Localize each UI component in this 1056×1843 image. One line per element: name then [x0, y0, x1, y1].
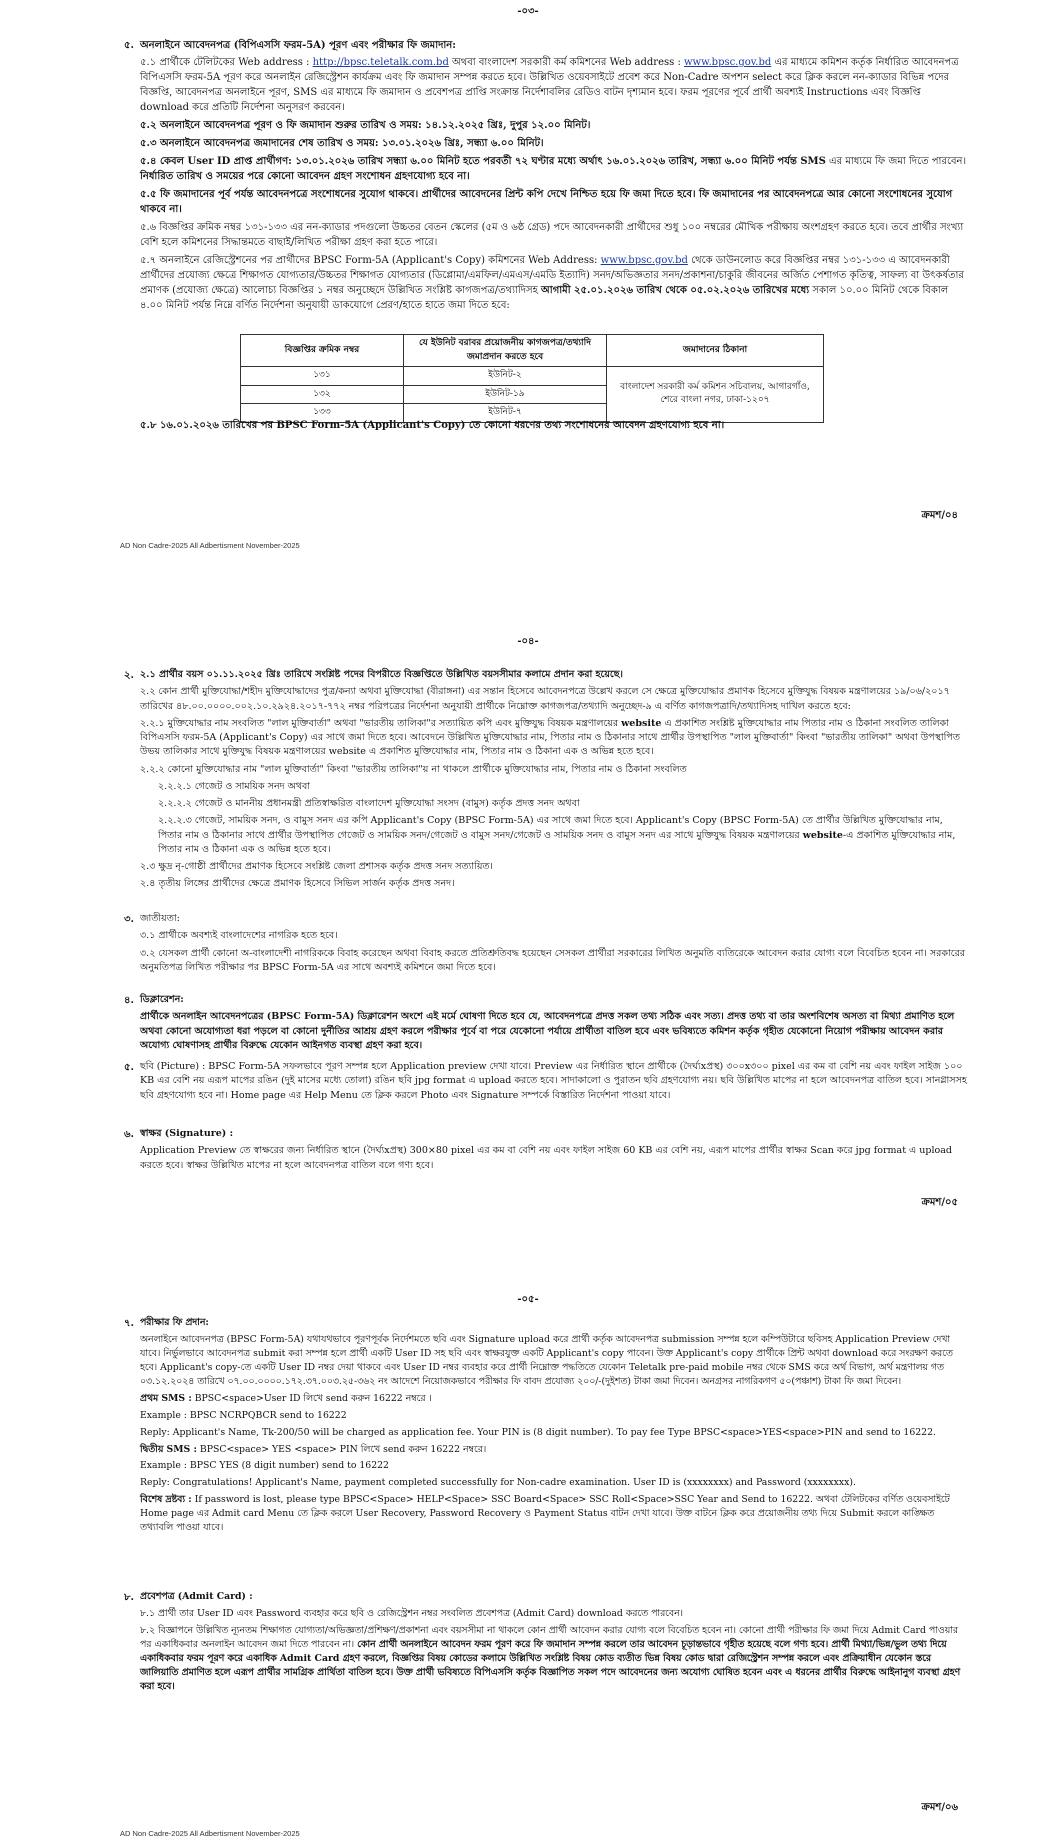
item-5-heading: অনলাইনে আবেদনপত্র (বিপিএসসি ফরম-5A) পূরণ এবং পরীক্ষার ফি জমাদান:	[140, 40, 456, 51]
sms-1-text: BPSC<space>User ID লিখে send করুন 16222 নম্বরে ।	[191, 1392, 432, 1404]
continued-label-05: ক্রমশ/০৫	[921, 1197, 958, 1208]
para-3-1: ৩.১ প্রার্থীকে অবশ্যই বাংলাদেশের নাগরিক হতে হবে।	[140, 930, 338, 942]
sms-2-example: Example : BPSC YES (8 digit number) send to 16222	[140, 1460, 389, 1472]
para-2-2-1-a: ২.২.১ মুক্তিযোদ্ধার নাম সংবলিত "লাল মুক্তিবার্তা" অথবা "ভারতীয় তালিকা"র সত্যায়িত কপি এবং মুক্তিযুদ্ধ বিষয়ক মন্ত্রণালয়ের	[140, 717, 622, 729]
para-5-4-b: এর মাধ্যমে ফি জমা দিতে পারবেন।	[825, 156, 967, 167]
table-cell-unit: ইউনিট-৭	[404, 404, 607, 423]
para-5-7	[140, 253, 970, 313]
sms-2-label: দ্বিতীয় SMS :	[140, 1443, 197, 1455]
section-6-body	[140, 1127, 970, 1176]
page-number-3: -০৩-	[517, 6, 539, 17]
section-2-body	[140, 668, 970, 895]
para-5-1-b: অথবা বাংলাদেশ সরকারী কর্ম কমিশনের Web address :	[448, 57, 684, 68]
item-6-number: ৬.	[124, 1129, 134, 1140]
item-6-title: স্বাক্ষর (Signature) :	[140, 1128, 234, 1139]
para-5-7-c: আগামী ২৫.০১.২০২৬ তারিখ থেকে ০৫.০২.২০২৬ তারিখের মধ্যে	[541, 285, 810, 296]
item-3-number: ৩.	[124, 914, 134, 925]
para-5-4	[140, 154, 970, 184]
section-7-body	[140, 1316, 970, 1538]
para-2-2-2-2: ২.২.২.২ গেজেট ও মাননীয় প্রধানমন্ত্রী প্রতিস্বাক্ষরিত বাংলাদেশ মুক্তিযোদ্ধা সংসদ (বামুস) কর্তৃক প্রদত্ত সনদ অথবা	[158, 798, 580, 809]
para-2-2-1	[140, 717, 970, 760]
para-2-2-1-website: website	[621, 717, 662, 729]
para-8-2-a: ৮.২ বিজ্ঞাপনে উল্লিখিত ন্যূনতম শিক্ষাগত যোগ্যতা/অভিজ্ঞতা/প্রশিক্ষণ/প্রকাশনা এবং বয়সসীমা না থাকলে কোন প্রার্থী আবেদন করার যোগ্য বলে বিবেচিত হবেন না। কোনো প্রার্থী পরীক্ষার ফি জমা দিয়ে Admit Card পাওয়ার পর একাধিকবার অনলাইন আবেদন জমা দিতে পারবেন না।	[140, 1624, 959, 1650]
continued-label-04: ক্রমশ/০৪	[921, 510, 958, 521]
special-note-label: বিশেষ দ্রষ্টব্য :	[140, 1494, 192, 1506]
table-header-address: জমাদানের ঠিকানা	[607, 335, 824, 367]
item-7-title: পরীক্ষার ফি প্রদান:	[140, 1317, 209, 1328]
para-2-2-2: ২.২.২ কোনো মুক্তিযোদ্ধার নাম "লাল মুক্তিবার্তা" কিংবা "ভারতীয় তালিকা"য় না থাকলে প্রার্থীকে মুক্তিযোদ্ধার নাম, পিতার নাম ও ঠিকানা সংবলিত	[140, 763, 687, 775]
para-8-2	[140, 1624, 970, 1694]
para-4-body: প্রার্থীকে অনলাইন আবেদনপত্রের (BPSC Form-5A) ডিক্লারেশন অংশে এই মর্মে ঘোষণা দিতে হবে যে, আবেদনপত্রে প্রদত্ত সকল তথ্য সঠিক এবং সত্য। প্রদত্ত তথ্য বা তার অংশবিশেষ অসত্য বা মিথ্যা প্রমাণিত হলে অথবা কোনো অযোগ্যতা ধরা পড়লে বা কোনো দুর্নীতির আশ্রয় গ্রহণ করলে পরীক্ষার পূর্বে বা পরে যেকোনো পর্যায়ে প্রার্থীতা বাতিল হবে এবং ভবিষ্যতে কমিশন কর্তৃক গৃহীত যেকোনো নিয়োগ পরীক্ষায় আবেদন করার অযোগ্য ঘোষণাসহ প্রার্থীর বিরুদ্ধে যেকোন আইনগত ব্যবস্থা গ্রহণ করা হবে।	[140, 1011, 955, 1051]
footer-page-3: AD Non Cadre-2025 All Adbertisment November-2025	[120, 541, 300, 550]
sms-2-reply: Reply: Congratulations! Applicant's Name, payment completed successfully for Non-cadre examination. User ID is (xxxxxxxx) and Password (xxxxxxxx).	[140, 1477, 856, 1489]
para-picture: ছবি (Picture) : BPSC Form-5A সফলভাবে পূরণ সম্পন্ন হলে Application preview দেখা যাবে। Preview এর নির্ধারিত স্থানে প্রার্থীকে (দৈর্ঘ্যxপ্রস্থ) ৩০০x৩০০ pixel এর কম বা বেশি নয় এবং ফাইল সাইজ ১০০ KB এর বেশি নয় এরূপ মাপের রঙিন (দুই মাসের মধ্যে তোলা) রঙিন ছবি jpg format এ upload করতে হবে। সাদাকালো ও পুরাতন ছবি গ্রহণযোগ্য নয়। ছবি উল্লিখিত মাপের না হলে আবেদনপত্র বাতিল হবে। সানগ্লাসসহ ছবি গ্রহণযোগ্য হবে না। Home page এর Help Menu তে ক্লিক করলে Photo এবং Signature সম্পর্কে বিস্তারিত নির্দেশনা পাওয়া যাবে।	[140, 1061, 967, 1101]
para-5-8: ৫.৮ ১৬.০১.২০২৬ তারিখের পর BPSC Form-5A (Applicant's Copy) তে কোনো ধরণের তথ্য সংশোধনের আবেদন গ্রহণযোগ্য হবে না।	[140, 420, 725, 431]
submission-table	[240, 334, 824, 423]
sms-2-text: BPSC<space> YES <space> PIN লিখে send করুন 16222 নম্বরে।	[196, 1443, 487, 1455]
table-cell-serial: ১৩২	[241, 385, 404, 404]
para-2-3: ২.৩ ক্ষুদ্র নৃ-গোষ্ঠী প্রার্থীদের প্রমাণক হিসেবে সংশ্লিষ্ট জেলা প্রশাসক কর্তৃক প্রদত্ত সনদ সত্যায়িত।	[140, 861, 493, 872]
para-5-2: ৫.২ অনলাইনে আবেদনপত্র পূরণ ও ফি জমাদান শুরুর তারিখ ও সময়: ১৪.১২.২০২৫ খ্রিঃ, দুপুর ১২.০০ মিনিট।	[140, 120, 591, 131]
para-2-2-2-3-website: website	[802, 829, 843, 841]
para-2-2-2-3-a: ২.২.২.৩ গেজেট, সাময়িক সনদ, ও বামুস সনদ এর কপি Applicant's Copy (BPSC Form-5A) এর সাথে জমা দিতে হবে। Applicant's Copy (BPSC Form-5A) তে প্রার্থীর উল্লিখিত মুক্তিযোদ্ধার নাম, পিতার নাম ও ঠিকানার সাথে প্রার্থীর উপস্থাপিত গেজেট ও সাময়িক সনদ/গেজেট ও বামুস সনদ/গেজেট ও সাময়িক সনদ ও বামুস সনদ এর সাথে মুক্তিযুদ্ধ বিষয়ক মন্ত্রণালয়ের	[158, 815, 943, 841]
para-5-1-a: ৫.১ প্রার্থীকে টেলিটকের Web address :	[140, 57, 313, 68]
para-5-4-a: ৫.৪ কেবল User ID প্রাপ্ত প্রার্থীগণ: ১৩.০১.২০২৬ তারিখ সন্ধ্যা ৬.০০ মিনিট হতে পরবর্তী ৭২ ঘণ্টার মধ্যে অর্থাৎ ১৬.০১.২০২৬ তারিখ, সন্ধ্যা ৬.০০ মিনিট পর্যন্ত SMS	[140, 156, 826, 167]
para-2-2-2-1: ২.২.২.১ গেজেট ও সাময়িক সনদ অথবা	[158, 780, 311, 792]
table-cell-serial: ১৩১	[241, 367, 404, 386]
sms-2	[140, 1443, 970, 1457]
para-5-7-a: ৫.৭ অনলাইনে রেজিস্ট্রেশনের পর প্রার্থীদের BPSC Form-5A (Applicant's Copy) কমিশনের Web Address:	[140, 255, 601, 266]
page-number-5: -০৫-	[517, 1294, 539, 1305]
table-row	[241, 367, 824, 386]
page-number-4: -০৪-	[517, 636, 539, 647]
para-8-2-b: কোন প্রার্থী অনলাইনে আবেদন ফরম পূরণ করে ফি জমাদান সম্পন্ন করলে তার আবেদন চূড়ান্তভাবে গৃহীত হয়েছে বলে গণ্য হবে। প্রার্থী মিথ্যা/ভিন্ন/ভুল তথ্য দিয়ে একাধিকবার ফরম পূরণ করে একাধিক Admit Card গ্রহণ করলে, বিজ্ঞপ্তির বিষয় কোডের কলামে উল্লিখিত সংশ্লিষ্ট বিষয় কোড ব্যতীত ভিন্ন বিষয় কোড দ্বারা রেজিস্ট্রেশন সম্পন্ন করলে এবং প্রক্রিয়াধীন যেকোন স্তরে জালিয়াতি প্রমাণিত হলে এরূপ প্রার্থীর সামগ্রিক প্রার্থিতা বাতিল হবে। উক্ত প্রার্থী ভবিষ্যতে বিপিএসসি কর্তৃক বিজ্ঞাপিত সকল পদে আবেদনের জন্য অযোগ্য ঘোষিত হবেন এবং এ ধরনের প্রার্থীর বিরুদ্ধে আইনানুগ ব্যবস্থা গ্রহণ করা হবে।	[140, 1638, 961, 1692]
table-cell-address: বাংলাদেশ সরকারী কর্ম কমিশন সচিবালয়, আগারগাঁও, শেরে বাংলা নগর, ঢাকা-১২০৭	[607, 367, 824, 423]
sms-1-example: Example : BPSC NCRPQBCR send to 16222	[140, 1409, 347, 1421]
item-4-number: ৪.	[124, 995, 134, 1006]
item-4-title: ডিক্লারেশন:	[140, 994, 184, 1005]
para-2-1: ২.১ প্রার্থীর বয়স ০১.১১.২০২৫ খ্রিঃ তারিখে সংশ্লিষ্ট পদের বিপরীতে বিজ্ঞপ্তিতে উল্লিখিত বয়সসীমার কলামে প্রদান করা হয়েছে।	[140, 669, 623, 680]
special-note	[140, 1493, 970, 1535]
continued-label-06: ক্রমশ/০৬	[921, 1802, 958, 1813]
para-8-1: ৮.১ প্রার্থী তার User ID এবং Password ব্যবহার করে ছবি ও রেজিস্ট্রেশন নম্বর সংবলিত প্রবেশপত্র (Admit Card) download করতে পারবেন।	[140, 1607, 683, 1619]
para-5-6: ৫.৬ বিজ্ঞপ্তির ক্রমিক নম্বর ১৩১-১৩৩ এর নন-ক্যাডার পদগুলো উচ্চতর বেতন স্কেলের (৫ম ও ৬ষ্ঠ গ্রেড) পদে আবেদনকারী প্রার্থীদের শুধু ১০০ নম্বরের মৌখিক পরীক্ষায় অংশগ্রহণ করতে হবে। তবে প্রার্থীর সংখ্যা বেশি হলে কমিশনের সিদ্ধান্তমতে বাছাই/লিখিত পরীক্ষা গ্রহণ করা হতে পারে।	[140, 222, 964, 248]
para-signature: Application Preview তে স্বাক্ষরের জন্য নির্ধারিত স্থানে (দৈর্ঘ্যxপ্রস্থ) 300×80 pixel এর কম বা বেশি নয় এবং ফাইল সাইজ 60 KB এর বেশি নয়, এরূপ মাপের প্রার্থীর স্বাক্ষর Scan করে jpg format এ upload করতে হবে। স্বাক্ষর উল্লিখিত মাপের না হলে আবেদনপত্র বাতিল বলে গণ্য হবে।	[140, 1145, 952, 1171]
para-5-1-c: এর মাধ্যমে কমিশন কর্তৃক নির্ধারিত আবেদনপত্র বিপিএসসি ফরম-5A পূরণ করে অনলাইন রেজিস্ট্রেশন কার্যক্রম এবং ফি জমাদান সম্পন্ন করতে হবে। উল্লিখিত ওয়েবসাইটে প্রবেশ করে Non-Cadre অপশন select করে ক্লিক করলে নন-ক্যাডার বিভিন্ন পদের বিজ্ঞপ্তি, আবেদনপত্র অনলাইনে পূরণ, SMS এর মাধ্যমে ফি জমাদান ও প্রবেশপত্র প্রাপ্তি সংক্রান্ত নির্দেশাবলির রেডিও বাটন দৃশ্যমান হবে। ফরম পূরণের পূর্বে প্রার্থী অবশ্যই Instructions এবং বিজ্ঞপ্তি download করে প্রতিটি নির্দেশনা অনুসরণ করবেন।	[140, 57, 959, 113]
teletalk-link[interactable]: http://bpsc.teletalk.com.bd	[312, 57, 449, 68]
para-5-7-b: থেকে ডাউনলোড করে বিজ্ঞপ্তির নম্বর ১৩১-১৩৩ এ আবেদনকারী প্রার্থীদের প্রযোজ্য ক্ষেত্রে শিক্ষাগত যোগ্যতার/উচ্চতর শিক্ষাগত যোগ্যতার (ডিপ্লোমা/এমফিল/এমএস/এমডি ইত্যাদি) সনদ/অভিজ্ঞতার সনদ/প্রকাশনা/চাকুরি জীবনের অর্জিত পেশাগত কৃতিত্ব, সাফল্য বা উৎকর্ষতার প্রমাণক (প্রযোজ্য ক্ষেত্রে) আলোচ্য বিজ্ঞপ্তির ১ নম্বর অনুচ্ছেদে উল্লিখিত সংশ্লিষ্ট কাগজপত্র/তথ্যাদিসহ	[140, 255, 964, 296]
item-5b-number: ৫.	[124, 1062, 134, 1073]
table-cell-unit: ইউনিট-১৯	[404, 385, 607, 404]
section-3-body	[140, 912, 970, 978]
sms-1-reply: Reply: Applicant's Name, Tk-200/50 will be charged as application fee. Your PIN is (8 digit number). To pay fee Type BPSC<space>YES<space>PIN and send to 16222.	[140, 1426, 936, 1438]
footer-page-5: AD Non Cadre-2025 All Adbertisment November-2025	[120, 1829, 300, 1838]
table-header-serial: বিজ্ঞপ্তির ক্রমিক নম্বর	[241, 335, 404, 367]
table-cell-serial: ১৩৩	[241, 404, 404, 423]
item-8-title: প্রবেশপত্র (Admit Card) :	[140, 1591, 253, 1602]
section-5-body	[140, 55, 970, 316]
item-2-number: ২.	[124, 670, 134, 681]
item-5-title	[140, 38, 950, 53]
para-2-2-1-b: এ প্রকাশিত সংশ্লিষ্ট মুক্তিযোদ্ধার নাম পিতার নাম ও ঠিকানা সংবলিত তালিকা বিপিএসসি ফরম-5A (Applicant's Copy) এর সাথে জমা দিতে হবে। আবেদনে উল্লিখিত মুক্তিযোদ্ধার নাম, পিতার নাম ও ঠিকানার সাথে প্রার্থীর উপস্থাপিত "লাল মুক্তিবার্তা" কিংবা "ভারতীয় তালিকা" অথবা উপস্থাপিত উভয় তালিকার সাথে মুক্তিযুদ্ধ বিষয়ক মন্ত্রণালয়ের website এ প্রকাশিত মুক্তিযোদ্ধার নাম, পিতার নাম ও ঠিকানা এক ও অভিন্ন হতে হবে।	[140, 717, 960, 758]
bpsc-link-2[interactable]: www.bpsc.gov.bd	[600, 255, 688, 266]
para-5-7-d: সকাল ১০.০০ মিনিট থেকে বিকাল ৪.০০ মিনিট পর্যন্ত নিম্নে বর্ণিত নির্দেশনা অনুযায়ী ডাকযোগে প্রেরণ/হাতে হাতে জমা দিতে হবে:	[140, 285, 949, 311]
para-5-5: ৫.৫ ফি জমাদানের পূর্ব পর্যন্ত আবেদনপত্রে সংশোধনের সুযোগ থাকবে। প্রার্থীদের আবেদনের প্রিন্ট কপি দেখে নিশ্চিত হয়ে ফি জমা দিতে হবে। ফি জমাদানের পর আবেদনপত্রে আর কোনো সংশোধনের সুযোগ থাকবে না।	[140, 189, 953, 215]
item-3-title: জাতীয়তা:	[140, 913, 180, 924]
sms-1	[140, 1392, 970, 1406]
para-7-body: অনলাইনে আবেদনপত্র (BPSC Form-5A) যথাযথভাবে পূরণপূর্বক নির্দেশমতে ছবি এবং Signature upload করে প্রার্থী কর্তৃক আবেদনপত্র submission সম্পন্ন হলে কম্পিউটারে ছবিসহ Application Preview দেখা যাবে। নির্ভুলভাবে আবেদনপত্র submit করা সম্পন্ন হলে প্রার্থী একটি User ID সহ ছবি এবং স্বাক্ষরযুক্ত একটি Applicant's copy পাবেন। উক্ত Applicant's copy প্রার্থীকে প্রিন্ট অথবা download করে সংরক্ষণ করতে হবে। Applicant's copy-তে একটি User ID নম্বর দেয়া থাকবে এবং User ID নম্বর ব্যবহার করে প্রার্থী নিম্নোক্ত পদ্ধতিতে যেকোন Teletalk pre-paid mobile নম্বর থেকে SMS করে অর্থ বিভাগ, অর্থ মন্ত্রণালয় গত ০৩.১২.২০২৪ তারিখে ০৭.০০.০০০০.১৭২.৩৭.০০৩.২৫-৩৬২ নং আদেশে নিয়োজকভাবে পরীক্ষার ফি বাবদ প্রযোজ্য ২০০/-(দুইশত) টাকা জমা দিবেন। অনগ্রসর নাগরিকগণ ৫০(পঞ্চাশ) টাকা ফি জমা দিবেন।	[140, 1333, 953, 1387]
table-header-unit: যে ইউনিট বরাবর প্রয়োজনীয় কাগজপত্র/তথ্যাদি জমাপ্রদান করতে হবে	[404, 335, 607, 367]
section-5b-body	[140, 1060, 970, 1106]
section-4-body	[140, 993, 970, 1056]
special-note-text: If password is lost, please type BPSC<Space> HELP<Space> SSC Board<Space> SSC Roll<Space>SSC Year and Send to 16222. অথবা টেলিটকের বর্ণিত ওয়েবসাইটে Home page এর Admit card Menu তে ক্লিক করলে User Recovery, Password Recovery ও Payment Status বাটন দেখা যাবে। উক্ত বাটনে ক্লিক করে প্রয়োজনীয় তথ্য দিয়ে Submit করলে কাঙ্ক্ষিত তথ্যাবলি পাওয়া যাবে।	[140, 1494, 950, 1534]
para-5-3: ৫.৩ অনলাইনে আবেদনপত্র জমাদানের শেষ তারিখ ও সময়: ১৩.০১.২০২৬ খ্রিঃ, সন্ধ্যা ৬.০০ মিনিট।	[140, 138, 544, 149]
para-2-2-2-3	[140, 814, 970, 857]
para-2-4: ২.৪ তৃতীয় লিঙ্গের প্রার্থীদের ক্ষেত্রে প্রমাণক হিসেবে সিভিল সার্জন কর্তৃক প্রদত্ত সনদ।	[140, 878, 455, 890]
item-5-number: ৫.	[124, 40, 134, 51]
para-2-2: ২.২ কোন প্রার্থী মুক্তিযোদ্ধা/শহীদ মুক্তিযোদ্ধাদের পুত্র/কন্যা অথবা মুক্তিযোদ্ধা (বীরাঙ্গনা) এর সন্তান হিসেবে আবেদনপত্রে উল্লেখ করলে সে ক্ষেত্রে মুক্তিযোদ্ধার প্রমাণক হিসেবে মুক্তিযুদ্ধ বিষয়ক মন্ত্রণালয়ের ১৯/০৬/২০১৭ তারিখের ৪৮.০০.০০০০.০০২.১০.২৯২৪.২০১৭-৭৭২ নম্বর পরিপত্রের নির্দেশনা অনুযায়ী প্রার্থীকে নিম্নোক্ত কাগজপত্র/তথ্যাদি অনুচ্ছেদ-৯ এ বর্ণিত কাগজপত্রাদি/তথ্যাদিসহ দাখিল করতে হবে:	[140, 686, 950, 712]
sms-1-label: প্রথম SMS :	[140, 1392, 192, 1404]
para-3-2: ৩.২ যেসকল প্রার্থী কোনো অ-বাংলাদেশী নাগরিককে বিবাহ করেছেন অথবা বিবাহ করতে প্রতিশ্রুতিবদ্ধ হয়েছেন সেসকল প্রার্থীরা সরকারের লিখিত অনুমতি ব্যতিরেকে আবেদন করার যোগ্য বলে বিবেচিত হবেন না। সরকারের অনুমতিপত্র লিখিত পরীক্ষার পর BPSC Form-5A এর সাথে অবশ্যই কমিশনে জমা দিতে হবে।	[140, 947, 966, 973]
para-5-4-c: নির্ধারিত তারিখ ও সময়ের পরে কোনো আবেদন গ্রহণ সংশোধন গ্রহণযোগ্য হবে না।	[140, 171, 470, 182]
section-8-body	[140, 1590, 970, 1697]
bpsc-link[interactable]: www.bpsc.gov.bd	[684, 57, 772, 68]
item-8-number: ৮.	[124, 1592, 134, 1603]
table-cell-unit: ইউনিট-২	[404, 367, 607, 386]
para-2-2-2-3-b: -এ প্রকাশিত মুক্তিযোদ্ধার নাম, পিতার নাম ও ঠিকানা এক ও অভিন্ন হতে হবে।	[158, 829, 956, 855]
item-7-number: ৭.	[124, 1318, 134, 1329]
para-5-1	[140, 55, 970, 115]
